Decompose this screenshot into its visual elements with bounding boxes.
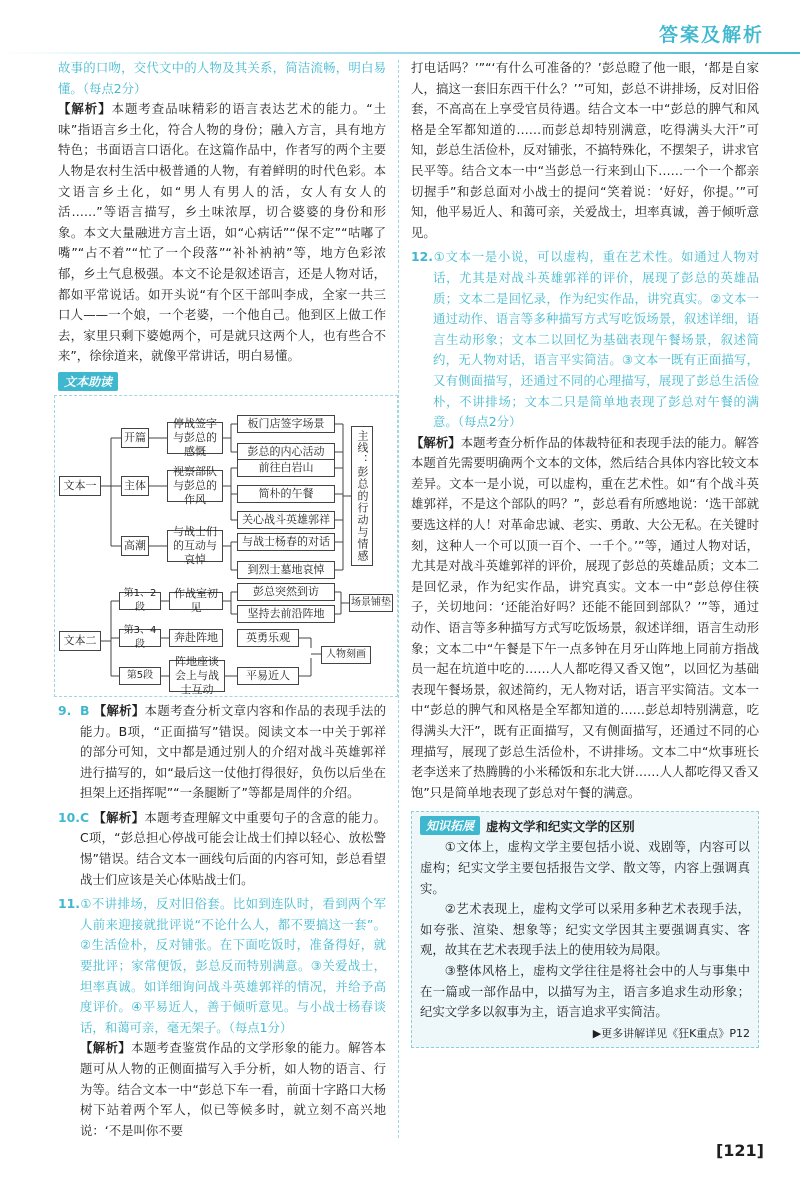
knowledge-title: 虚构文学和纪实文学的区别	[486, 818, 635, 834]
diagram-m34-box: 奔赴阵地	[169, 629, 223, 647]
diagram-g-mid-box: 与战士们的互动与哀悼	[167, 530, 223, 562]
diagram-e2-box: 人物刻画	[321, 646, 371, 664]
diagram-m12-box: 作战室初见	[169, 592, 223, 610]
q8-answer-continued: 故事的口吻，交代文中的人物及其关系，简洁流畅，明白易懂。（每点2分）	[58, 60, 386, 96]
q12-item	[411, 247, 759, 432]
right-column	[411, 58, 759, 1048]
text-guide-section	[58, 371, 386, 391]
diagram-p12-box: 第1、2段	[119, 592, 161, 610]
header-rule	[0, 52, 800, 54]
diagram-r4-box: 简朴的午餐	[237, 485, 335, 503]
q9-analysis: 本题考查分析文章内容和作品的表现手法的能力。B项，“正面描写”错误。阅读文本一中关于郭祥的部分可知，文中都是通过别人的介绍对战斗英雄郭祥进行描写的，如“最后这一仗他打得很好，负伤以后坐在担架上还指挥呢”“一条腿断了”等都是周伴的介绍。	[80, 702, 387, 801]
diagram-s3-box: 英勇乐观	[237, 629, 299, 647]
q11-analysis-text: 本题考查鉴赏作品的文学形象的能力。解答本题可从人物的正侧面描写入手分析，如人物的语言、行为等。结合文本一中“彭总下车一看，前面十字路口大杨树下站着两个军人，似已等候多时，就立刻不高兴地说：‘不是叫你不要	[80, 1040, 386, 1138]
diagram-r6-box: 与战士杨春的对话	[237, 533, 335, 551]
diagram-r5-box: 关心战斗英雄郭祥	[237, 511, 335, 529]
q12-number: 12.	[411, 249, 433, 265]
more-link[interactable]: ▶更多讲解详见《狂K重点》P12	[592, 1026, 750, 1040]
diagram-z-mid-box: 视察部队与彭总的作风	[167, 470, 223, 502]
q10-analysis: 本题考查理解文中重要句子的含意的能力。C项，“彭总担心停战可能会让战士们掉以轻心、放松警惕”错误。结合文本一画线句后面的内容可知，彭总看望战士们应该是关心体贴战士们。	[80, 809, 387, 887]
diagram-zhuti-box: 主体	[121, 476, 149, 496]
diagram-r7-box: 到烈士墓地哀悼	[237, 561, 335, 579]
diagram-p34-box: 第3、4段	[119, 629, 161, 647]
q11-analysis-continued: 打电话吗？’”“‘有什么可准备的？’彭总瞪了他一眼，‘都是自家人，搞这一套旧东西干什么？’”可知，彭总不讲排场，反对旧俗套，不高高在上享受官员待遇。结合文本一中“彭总的脾气和风格是全军都知道的……而彭总却特别满意，吃得满头大汗”可知，彭总生活俭朴，反对铺张，不搞特殊化，不摆架子，讲求官民平等。结合文本一中“当彭总一行来到山下……一个一个都亲切握手”和彭总面对小战士的提问“笑着说：‘好好，你提。’”可知，他平易近人、和蔼可亲，关爱战士，坦率真诚，善于倾听意见。	[411, 60, 759, 240]
diagram-s4-box: 平易近人	[237, 667, 299, 685]
q10-item	[58, 808, 387, 890]
knowledge-item-1: ①文体上，虚构文学主要包括小说、戏剧等，内容可以虚构；纪实文学主要包括报告文学、散文等，内容上强调真实。	[420, 839, 750, 896]
q8-analysis-text: 本题考查品味精彩的语言表达艺术的能力。“土味”指语言乡土化，符合人物的身份；融入方言，具有地方特色；书面语言口语化。在这篇作品中，作者写的两个主要人物是农村生活中极普通的人物，有着鲜明的时代色彩。本文语言乡土化，如“男人有男人的活，女人有女人的活……”等语言描写，乡土味浓厚，切合婆婆的身份和形象。本文大量融进方言土语，如“心病话”“保不定”“咕嘟了嘴”“占不着”“忙了一个段落”“补补衲衲”等，地方色彩浓郁，乡土气息极强。本文不论是叙述语言，还是人物对话，都如平常说话。如开头说“有个区干部叫李成，全家一共三口人——一个娘，一个老婆，一个他自己。他到区上做工作去，家里只剩下婆媳两个，可是就只这两个人，也有些合不来”，徐徐道来，就像平常讲话，明白易懂。	[58, 101, 387, 364]
q11-number: 11.	[58, 896, 80, 912]
q12-analysis-tag: 【解析】	[411, 434, 461, 450]
knowledge-item-2: ②艺术表现上，虚构文学可以采用多种艺术表现手法，如夸张、渲染、想象等；纪实文学因其主要强调真实、客观，故其在艺术表现手法上的使用较为局限。	[420, 901, 750, 958]
q12-analysis-text: 本题考查分析作品的体裁特征和表现手法的能力。解答本题首先需要明确两个文本的文体，然后结合具体内容比较文本差异。文本一是小说，可以虚构，重在艺术性。如“有个战斗英雄郭祥，不是这个部队的吗？”，彭总看有所感地说：‘选干部就要选这样的人！对革命忠诚、老实、勇敢、大公无私。在关键时刻，这种人一个可以顶一百个、一千个。’”等，通过人物对话，尤其是对战斗英雄郭祥的评价，展现了彭总的英雄品质；文本二是回忆录，作为纪实作品，讲究真实。文本一中“彭总停住筷子，关切地问：‘还能治好吗？还能不能回到部队？’”等，通过动作、语言等多种描写方式写吃饭场景，叙述详细，语言生动形象；文本二中“午餐是下午一点多钟在月牙山阵地上同前方指战员一起在坑道中吃的……人人都吃得又香又饱”，以回忆为基础表现午餐场景，叙述简约，无人物对话，语言平实简洁。文本一中“彭总的脾气和风格是全军都知道的……彭总却特别满意，吃得满头大汗”，既有正面描写，又有侧面描写，还通过不同的心理描写，展现了彭总生活俭朴，不讲排场。文本二中“炊事班长老李送来了热腾腾的小米稀饭和东北大饼……人人都吃得又香又饱”只是简单地表现了彭总对午餐的满意。	[411, 434, 760, 800]
q10-number: 10.	[58, 809, 80, 825]
structure-diagram	[54, 395, 398, 697]
q11-answer: ①不讲排场，反对旧俗套。比如到连队时，看到两个军人前来迎接就批评说“不论什么人，都不要搞这一套”。②生活俭朴，反对铺张。在下面吃饭时，准备得好，就要批评；家常便饭，彭总反而特别满意。③关爱战士，坦率真诚。如详细询问战斗英雄郭祥的情况，并给予高度评价。④平易近人，善于倾听意见。与小战士杨春谈话，和蔼可亲，毫无架子。（每点1分）	[80, 896, 386, 1035]
diagram-k-mid-box: 停战签字与彭总的感慨	[167, 422, 223, 454]
q9-number: 9.	[58, 702, 72, 718]
diagram-r3-box: 前往白岩山	[237, 459, 335, 477]
q11-analysis	[80, 1038, 386, 1141]
diagram-r1-box: 板门店签字场景	[237, 415, 335, 433]
analysis-tag: 【解析】	[58, 101, 112, 117]
page-header-title: 答案及解析	[658, 24, 764, 46]
diagram-r2-box: 彭总的内心活动	[237, 443, 335, 461]
q11-analysis-tag: 【解析】	[80, 1040, 132, 1056]
diagram-m5-box: 阵地座谈会上与战士互动	[169, 660, 225, 692]
page-number: [121]	[715, 1141, 764, 1160]
q8-analysis	[58, 99, 386, 367]
knowledge-title-row	[420, 816, 750, 835]
diagram-text2-box: 文本二	[59, 631, 101, 651]
diagram-p5-box: 第5段	[119, 667, 161, 685]
diagram-s2-box: 坚持去前沿阵地	[237, 605, 335, 623]
diagram-e1-box: 场景铺垫	[349, 594, 393, 612]
diagram-text1-box: 文本一	[59, 476, 101, 496]
q9-analysis-tag: 【解析】	[93, 702, 145, 718]
left-column	[58, 58, 391, 1141]
knowledge-box	[411, 811, 759, 1047]
diagram-gaochao-box: 高潮	[121, 536, 149, 556]
diagram-s1-box: 彭总突然到访	[237, 583, 335, 601]
knowledge-item-3: ③整体风格上，虚构文学往往是将社会中的人与事集中在一篇或一部作品中，以描写为主，语言多追求生动形象；纪实文学多以叙事为主，语言追求平实简洁。	[420, 962, 750, 1020]
q9-item	[58, 701, 387, 804]
text-guide-badge: 文本助读	[58, 372, 118, 391]
column-divider	[398, 60, 399, 1138]
q12-answer: ①文本一是小说，可以虚构，重在艺术性。如通过人物对话，尤其是对战斗英雄郭祥的评价，展现了彭总的英雄品质；文本二是回忆录，作为纪实作品，讲究真实。②文本一通过动作、语言等多种描写方式写吃饭场景，叙述详细，语言生动形象；文本二以回忆为基础表现午餐场景，叙述简约，无人物对话，语言平实简洁。③文本一既有正面描写，又有侧面描写，还通过不同的心理描写，展现了彭总生活俭朴，不讲排场；文本二只是简单地表现了彭总对午餐的满意。（每点2分）	[433, 249, 759, 430]
q10-answer: C	[80, 809, 90, 825]
q10-analysis-tag: 【解析】	[93, 809, 145, 825]
q9-answer: B	[80, 702, 90, 718]
diagram-kaipian-box: 开篇	[121, 428, 149, 448]
knowledge-badge: 知识拓展	[420, 816, 480, 835]
diagram-mainline-box: 主线：彭总的行动与情感	[351, 426, 373, 566]
q12-analysis	[411, 433, 759, 804]
q11-item	[58, 894, 386, 1038]
